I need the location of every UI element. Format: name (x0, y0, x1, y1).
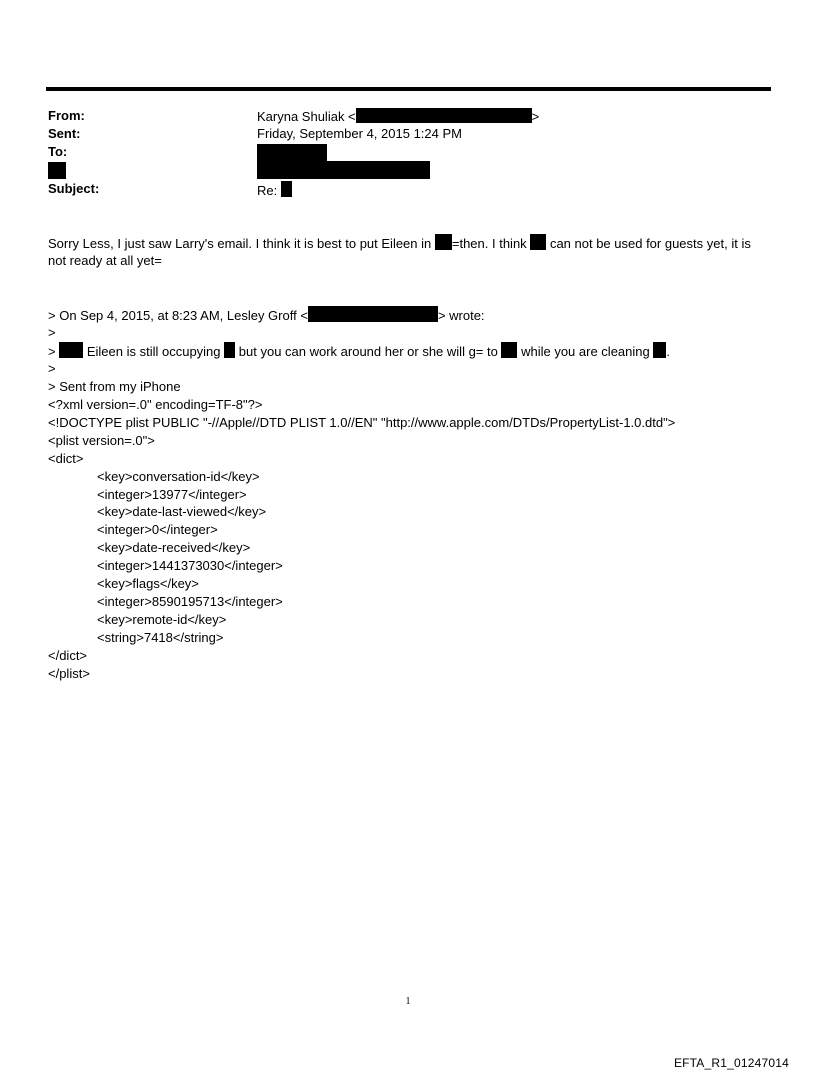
redaction-block (224, 342, 235, 358)
xml-line: <key>date-received</key> (97, 540, 251, 555)
quote-text: > (48, 344, 56, 359)
body-text: can not be used for guests yet, it is (549, 236, 751, 251)
sent-label: Sent: (48, 126, 81, 141)
redaction-block (59, 342, 83, 358)
from-name: Karyna Shuliak < (257, 109, 356, 124)
quote-line-2: > (48, 325, 56, 340)
subject-value (257, 181, 292, 199)
xml-line: <integer>13977</integer> (97, 487, 247, 502)
redaction-block (530, 234, 546, 250)
xml-line: <key>conversation-id</key> (97, 469, 260, 484)
sent-value: Friday, September 4, 2015 1:24 PM (257, 126, 462, 141)
redaction-block (356, 108, 532, 123)
body-line-2: not ready at all yet= (48, 253, 162, 268)
page-number: 1 (405, 996, 411, 1007)
xml-line: <key>flags</key> (97, 576, 199, 591)
redaction-block (281, 181, 292, 197)
from-close: > (531, 109, 540, 124)
quote-text: Eileen is still occupying (86, 344, 221, 359)
to-label: To: (48, 144, 68, 159)
document-id: EFTA_R1_01247014 (673, 1056, 789, 1070)
xml-line: </plist> (48, 666, 90, 681)
redaction-block (257, 144, 327, 161)
quote-line-3 (48, 342, 670, 360)
quote-text: while you are cleaning (521, 344, 650, 359)
header-rule (46, 87, 771, 91)
quote-text: > wrote: (437, 308, 485, 323)
redaction-block (308, 306, 438, 322)
redaction-block (501, 342, 517, 358)
body-line-1 (48, 234, 751, 252)
quote-line-5: > Sent from my iPhone (48, 379, 181, 394)
redaction-block (435, 234, 452, 250)
from-label: From: (48, 108, 85, 123)
body-text: =then. I think (451, 236, 527, 251)
redaction-block (48, 162, 66, 179)
xml-line: <plist version=.0"> (48, 433, 155, 448)
quote-text: . (666, 344, 670, 359)
xml-line: </dict> (48, 648, 88, 663)
quote-line-4: > (48, 361, 56, 376)
subject-label: Subject: (48, 181, 100, 196)
subject-prefix: Re: (257, 183, 278, 198)
xml-line: <integer>0</integer> (97, 522, 218, 537)
from-value (257, 108, 539, 125)
redaction-block (653, 342, 666, 358)
xml-line: <key>remote-id</key> (97, 612, 227, 627)
xml-line: <string>7418</string> (97, 630, 224, 645)
xml-line: <integer>1441373030</integer> (97, 558, 283, 573)
xml-line: <!DOCTYPE plist PUBLIC "-//Apple//DTD PLIST 1.0//EN" "http://www.apple.com/DTDs/PropertyList-1.0.dtd"> (48, 415, 676, 430)
redaction-block (257, 161, 430, 179)
quote-text: > On Sep 4, 2015, at 8:23 AM, Lesley Groff < (48, 308, 308, 323)
xml-line: <integer>8590195713</integer> (97, 594, 283, 609)
body-text: Sorry Less, I just saw Larry's email. I think it is best to put Eileen in (48, 236, 432, 251)
xml-line: <dict> (48, 451, 84, 466)
quote-line-1 (48, 306, 485, 324)
xml-line: <key>date-last-viewed</key> (97, 504, 267, 519)
quote-text: but you can work around her or she will g= to (238, 344, 498, 359)
xml-line: <?xml version=.0" encoding=TF-8"?> (48, 397, 263, 412)
